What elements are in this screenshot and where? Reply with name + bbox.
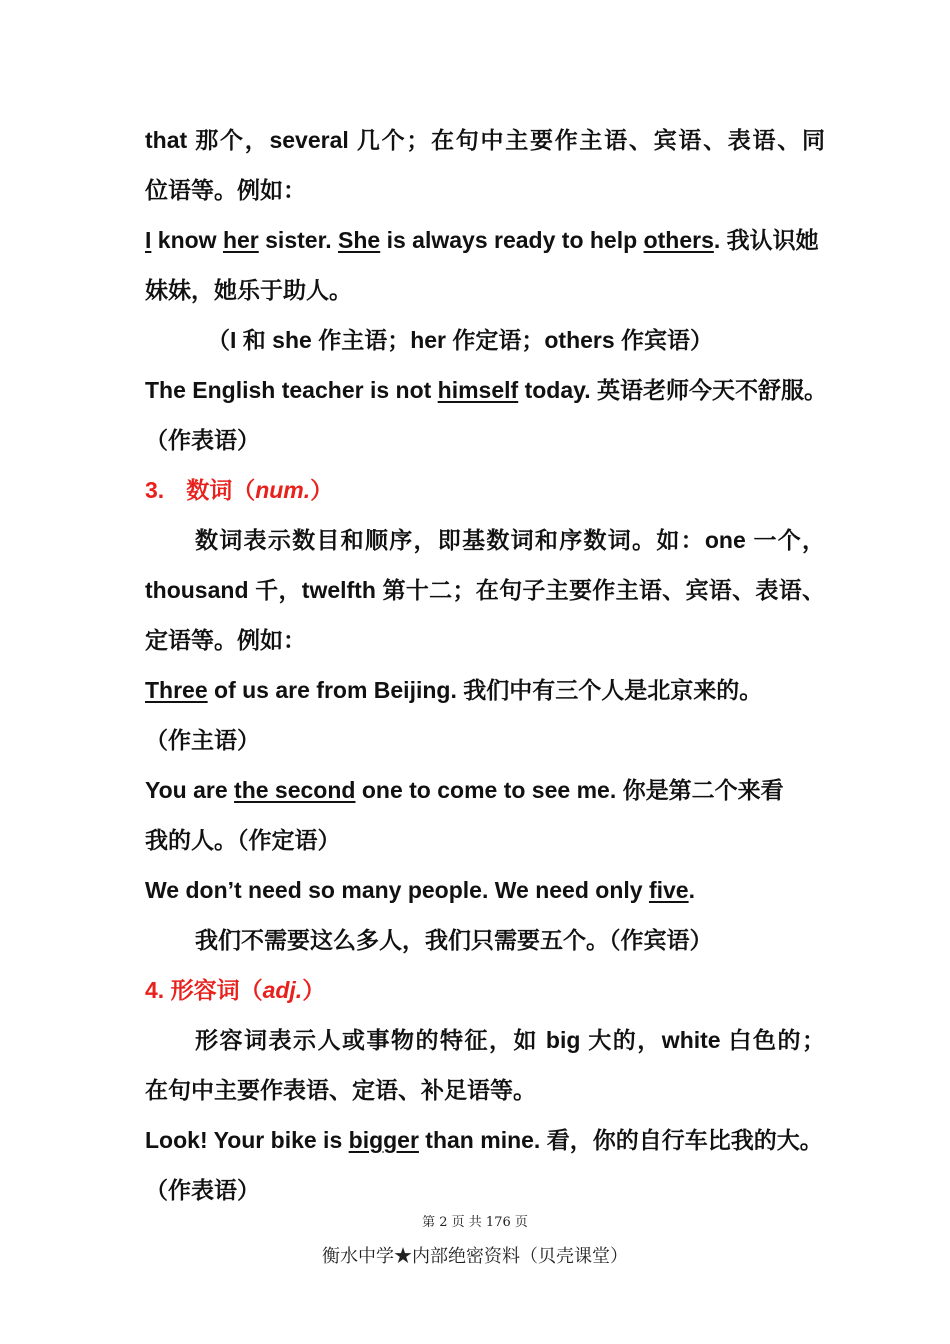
heading-close: ） — [302, 977, 326, 1003]
grammar-note — [145, 1165, 825, 1215]
grammar-note — [145, 715, 825, 765]
text-span: Look! Your bike is — [145, 1127, 349, 1153]
text-span: The English teacher is not — [145, 377, 438, 403]
paragraph-line — [145, 615, 825, 665]
paragraph-line — [145, 265, 825, 315]
underlined-word: bigger — [348, 1127, 419, 1153]
paragraph-line — [145, 565, 825, 615]
underlined-word: I — [145, 227, 152, 253]
heading-label: 数词（ — [186, 477, 256, 503]
footer-note: 衡水中学★内部绝密资料（贝壳课堂） — [322, 1246, 628, 1267]
paragraph-line — [145, 515, 825, 565]
text-span: We don’t need so many people. We need only — [145, 877, 649, 903]
grammar-note — [145, 415, 825, 465]
section-heading-adjectives — [145, 965, 825, 1015]
text-span: （作表语） — [145, 1177, 260, 1203]
text-span: （作主语） — [145, 727, 260, 753]
page-number: 第 2 页 共 176 页 — [422, 1215, 528, 1230]
text-span: of us are from Beijing. 我们中有三个人是北京来的。 — [207, 677, 763, 703]
text-span: 我的人。（作定语） — [145, 827, 341, 853]
paragraph-line — [145, 115, 825, 165]
paragraph-line — [145, 165, 825, 215]
heading-close: ） — [310, 477, 334, 503]
paragraph-line — [145, 915, 825, 965]
heading-abbr: num. — [255, 477, 311, 503]
document-body — [145, 115, 828, 1215]
underlined-word: She — [338, 227, 381, 253]
text-span: . 我认识她 — [713, 227, 819, 253]
paragraph-line — [145, 1065, 825, 1115]
example-sentence — [145, 865, 825, 915]
text-span: 数词表示数目和顺序，即基数词和序数词。如：one 一个， — [195, 527, 825, 553]
underlined-word: her — [222, 227, 259, 253]
text-span: sister. — [258, 227, 339, 253]
paragraph-line — [145, 1015, 825, 1065]
underlined-word: the second — [234, 777, 356, 803]
text-span: thousand 千，twelfth 第十二；在句子主要作主语、宾语、表语、 — [145, 577, 825, 603]
text-span: one to come to see me. 你是第二个来看 — [355, 777, 784, 803]
text-span: that 那个，several 几个；在句中主要作主语、宾语、表语、同 — [145, 127, 825, 153]
text-span: （I 和 she 作主语；her 作定语；others 作宾语） — [207, 327, 714, 353]
underlined-word: others — [643, 227, 714, 253]
example-sentence — [145, 665, 825, 715]
text-span: know — [151, 227, 223, 253]
example-sentence — [145, 1115, 825, 1165]
text-span: . — [688, 877, 695, 903]
text-span: is always ready to help — [380, 227, 644, 253]
example-sentence — [145, 215, 825, 265]
text-span: 妹妹，她乐于助人。 — [145, 277, 352, 303]
grammar-note — [145, 315, 825, 365]
heading-abbr: adj. — [262, 977, 303, 1003]
underlined-word: Three — [145, 677, 208, 703]
text-span: 形容词表示人或事物的特征，如 big 大的，white 白色的； — [195, 1027, 825, 1053]
text-span: You are — [145, 777, 235, 803]
example-sentence — [145, 365, 828, 415]
paragraph-line — [145, 815, 825, 865]
text-span: today. 英语老师今天不舒服。 — [518, 377, 828, 403]
text-span: 定语等。例如： — [145, 627, 306, 653]
heading-number: 3. — [145, 477, 165, 503]
text-span: 我们不需要这么多人，我们只需要五个。（作宾语） — [195, 927, 713, 953]
underlined-word: five — [648, 877, 689, 903]
example-sentence — [145, 765, 825, 815]
text-span: （作表语） — [145, 427, 260, 453]
text-span: 在句中主要作表语、定语、补足语等。 — [145, 1077, 536, 1103]
underlined-word: himself — [437, 377, 519, 403]
text-span: than mine. 看，你的自行车比我的大。 — [418, 1127, 823, 1153]
section-heading-numerals — [145, 465, 825, 515]
text-span: 位语等。例如： — [145, 177, 306, 203]
heading-label: 4. 形容词（ — [145, 977, 263, 1003]
